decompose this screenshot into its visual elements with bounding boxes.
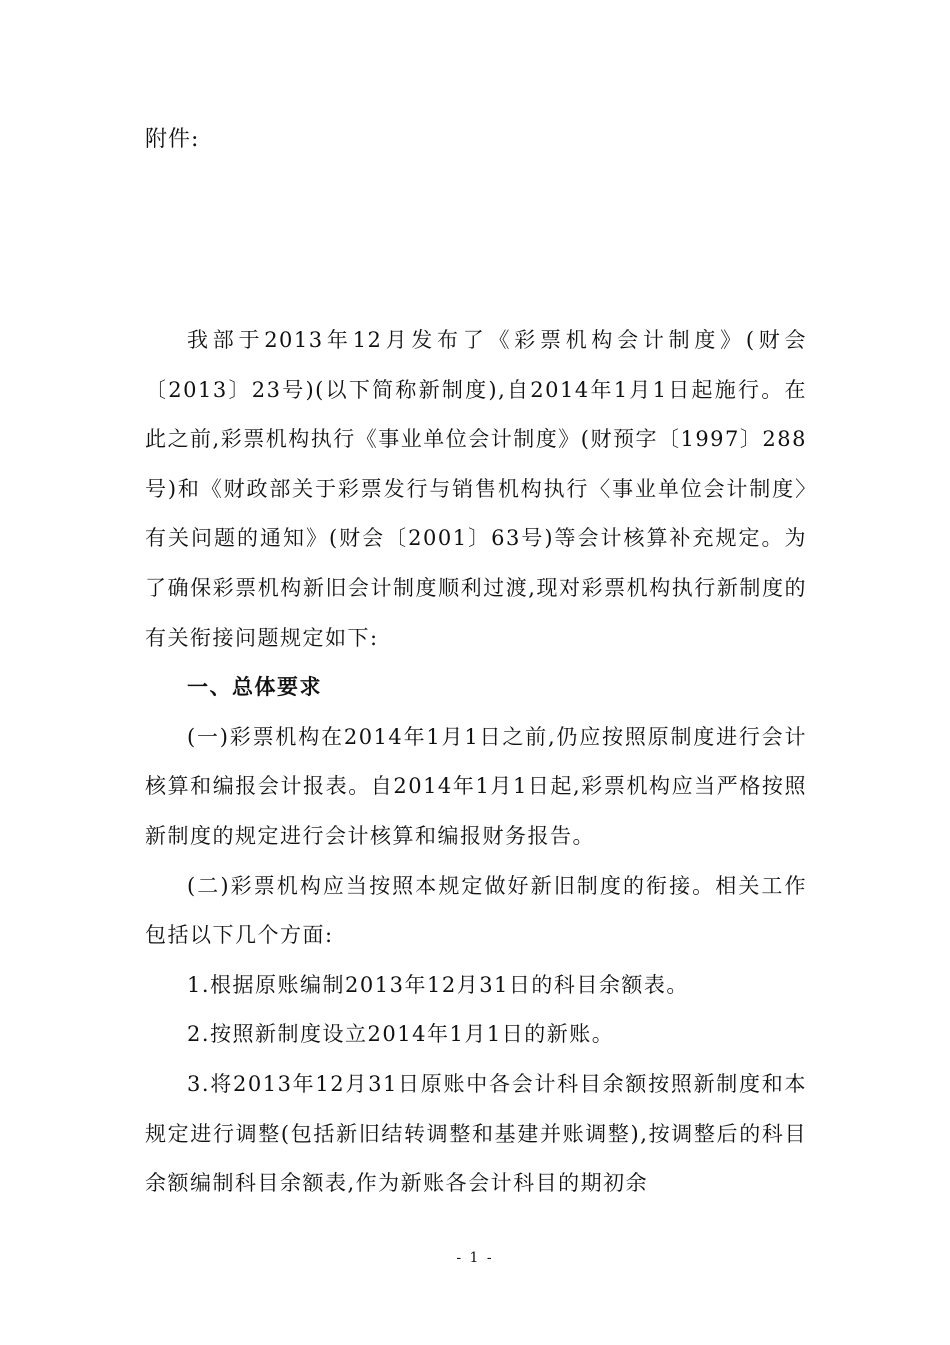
list-item-3: 3.将2013年12月31日原账中各会计科目余额按照新制度和本规定进行调整(包括新旧结转调整和基建并账调整),按调整后的科目余额编制科目余额表,作为新账各会计科目的期初余 bbox=[145, 1071, 807, 1196]
attachment-label: 附件: bbox=[145, 127, 200, 152]
intro-paragraph: 我部于2013年12月发布了《彩票机构会计制度》(财会〔2013〕23号)(以下简称新制度),自2014年1月1日起施行。在此之前,彩票机构执行《事业单位会计制度》(财预字〔1997〕288号)和《财政部关于彩票发行与销售机构执行〈事业单位会计制度〉有关问题的通知》(财会〔2001〕63号)等会计核算补充规定。为了确保彩票机构新旧会计制度顺利过渡,现对彩票机构执行新制度的有关衔接问题规定如下: bbox=[145, 328, 807, 650]
list-item-2: 2.按照新制度设立2014年1月1日的新账。 bbox=[187, 1022, 615, 1047]
paragraph-1: (一)彩票机构在2014年1月1日之前,仍应按照原制度进行会计核算和编报会计报表。自2014年1月1日起,彩票机构应当严格按照新制度的规定进行会计核算和编报财务报告。 bbox=[145, 724, 807, 848]
page-number: - 1 - bbox=[456, 1250, 494, 1266]
list-item-1: 1.根据原账编制2013年12月31日的科目余额表。 bbox=[187, 972, 689, 997]
paragraph-2: (二)彩票机构应当按照本规定做好新旧制度的衔接。相关工作包括以下几个方面: bbox=[145, 873, 807, 948]
section-heading-general-requirements: 一、总体要求 bbox=[187, 675, 322, 700]
document-body bbox=[145, 316, 807, 1209]
